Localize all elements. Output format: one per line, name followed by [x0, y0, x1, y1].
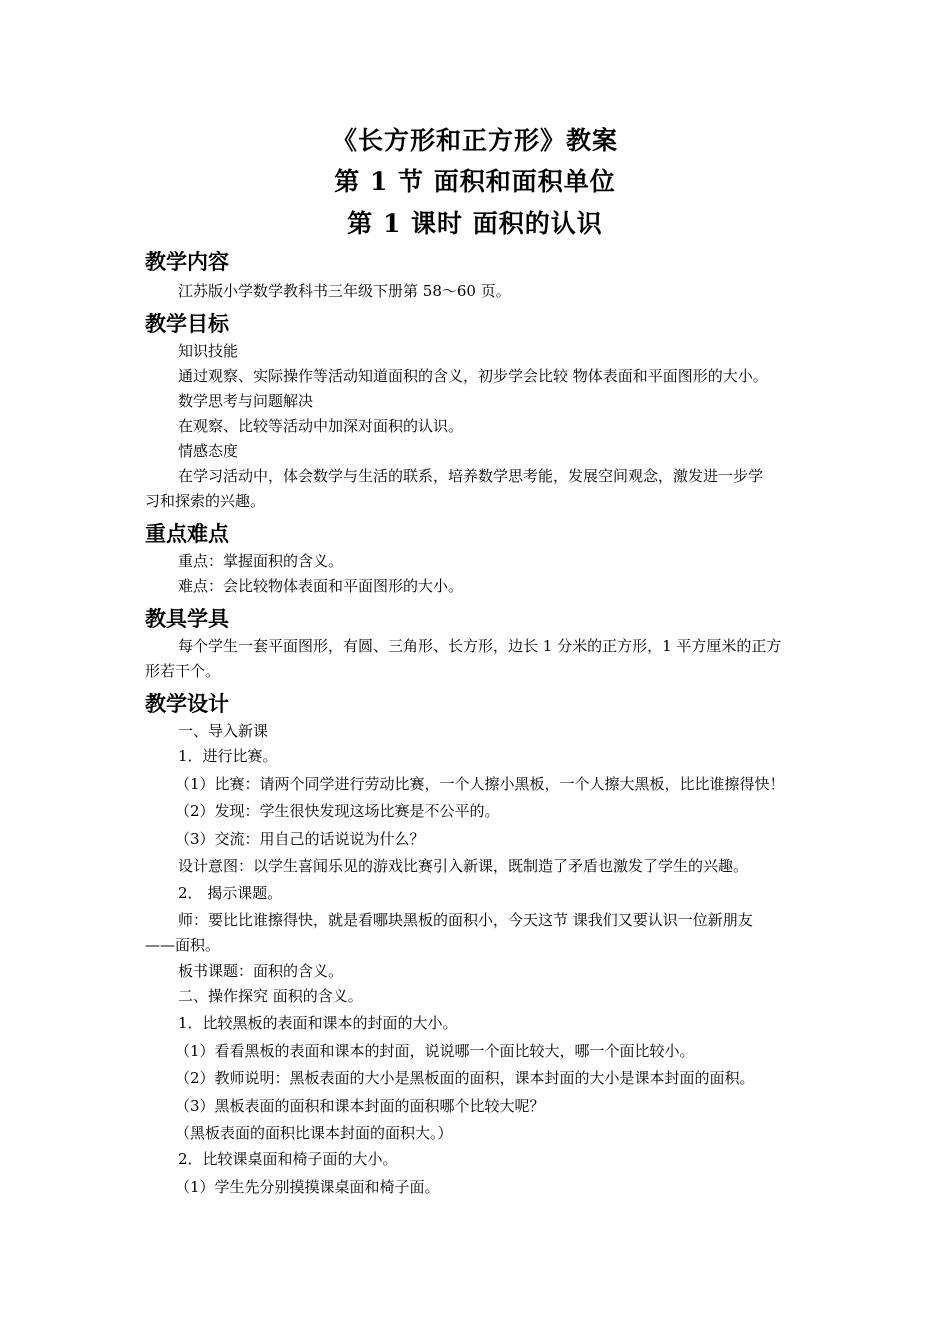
- goal-attitude-text-2: 习和探索的兴趣。: [145, 492, 266, 510]
- goal-attitude-label: 情感态度: [178, 442, 239, 460]
- goal-knowledge-text: 通过观察、实际操作等活动知道面积的含义，初步学会比较 物体表面和平面图形的大小。: [178, 367, 768, 385]
- keypoint-key: 重点：掌握面积的含义。: [178, 552, 344, 570]
- design-line: （2）发现：学生很快发现这场比赛是不公平的。: [175, 802, 500, 820]
- design-line: 1．比较黑板的表面和课本的封面的大小。: [178, 1014, 458, 1032]
- design-line: 板书课题：面积的含义。: [178, 962, 344, 980]
- goal-attitude-text-1: 在学习活动中，体会数学与生活的联系，培养数学思考能，发展空间观念，激发进一步学: [178, 467, 764, 485]
- design-line: （1）看看黑板的表面和课本的封面，说说哪一个面比较大，哪一个面比较小。: [175, 1042, 695, 1060]
- heading-content: 教学内容: [145, 250, 229, 274]
- content-text: 江苏版小学数学教科书三年级下册第 58～60 页。: [178, 282, 511, 300]
- design-line: 2．比较课桌面和椅子面的大小。: [178, 1150, 398, 1168]
- goal-thinking-label: 数学思考与问题解决: [178, 392, 314, 410]
- heading-keypoints: 重点难点: [145, 522, 229, 546]
- design-line: 一、导入新课: [178, 722, 269, 740]
- design-line: ——面积。: [145, 936, 221, 954]
- heading-goals: 教学目标: [145, 312, 229, 336]
- lesson-title: 第 1 课时 面积的认识: [347, 209, 603, 238]
- design-line: （黑板表面的面积比课本封面的面积大。）: [175, 1124, 453, 1142]
- design-line: （1）学生先分别摸摸课桌面和椅子面。: [175, 1178, 440, 1196]
- section-title: 第 1 节 面积和面积单位: [334, 167, 616, 196]
- tools-text-2: 形若干个。: [145, 662, 221, 680]
- tools-text-1: 每个学生一套平面图形，有圆、三角形、长方形，边长 1 分米的正方形，1 平方厘米的正方: [178, 637, 782, 655]
- heading-tools: 教具学具: [145, 607, 229, 631]
- design-line: 设计意图：以学生喜闻乐见的游戏比赛引入新课，既制造了矛盾也激发了学生的兴趣。: [178, 857, 749, 875]
- design-line: 二、操作探究 面积的含义。: [178, 987, 363, 1005]
- goal-knowledge-label: 知识技能: [178, 342, 239, 360]
- keypoint-difficult: 难点：会比较物体表面和平面图形的大小。: [178, 577, 464, 595]
- heading-design: 教学设计: [145, 692, 229, 716]
- goal-thinking-text: 在观察、比较等活动中加深对面积的认识。: [178, 417, 464, 435]
- design-line: （2）教师说明：黑板表面的大小是黑板面的面积，课本封面的大小是课本封面的面积。: [175, 1069, 755, 1087]
- design-line: 师：要比比谁擦得快，就是看哪块黑板的面积小，今天这节 课我们又要认识一位新朋友: [178, 911, 753, 929]
- design-line: 1．进行比赛。: [178, 747, 278, 765]
- main-title: 《长方形和正方形》教案: [331, 126, 618, 155]
- design-line: 2． 揭示课题。: [178, 884, 283, 902]
- design-line: （1）比赛：请两个同学进行劳动比赛，一个人擦小黑板，一个人擦大黑板，比比谁擦得快！: [175, 775, 785, 793]
- design-line: （3）黑板表面的面积和课本封面的面积哪个比较大呢？: [175, 1097, 545, 1115]
- design-line: （3）交流：用自己的话说说为什么？: [175, 830, 425, 848]
